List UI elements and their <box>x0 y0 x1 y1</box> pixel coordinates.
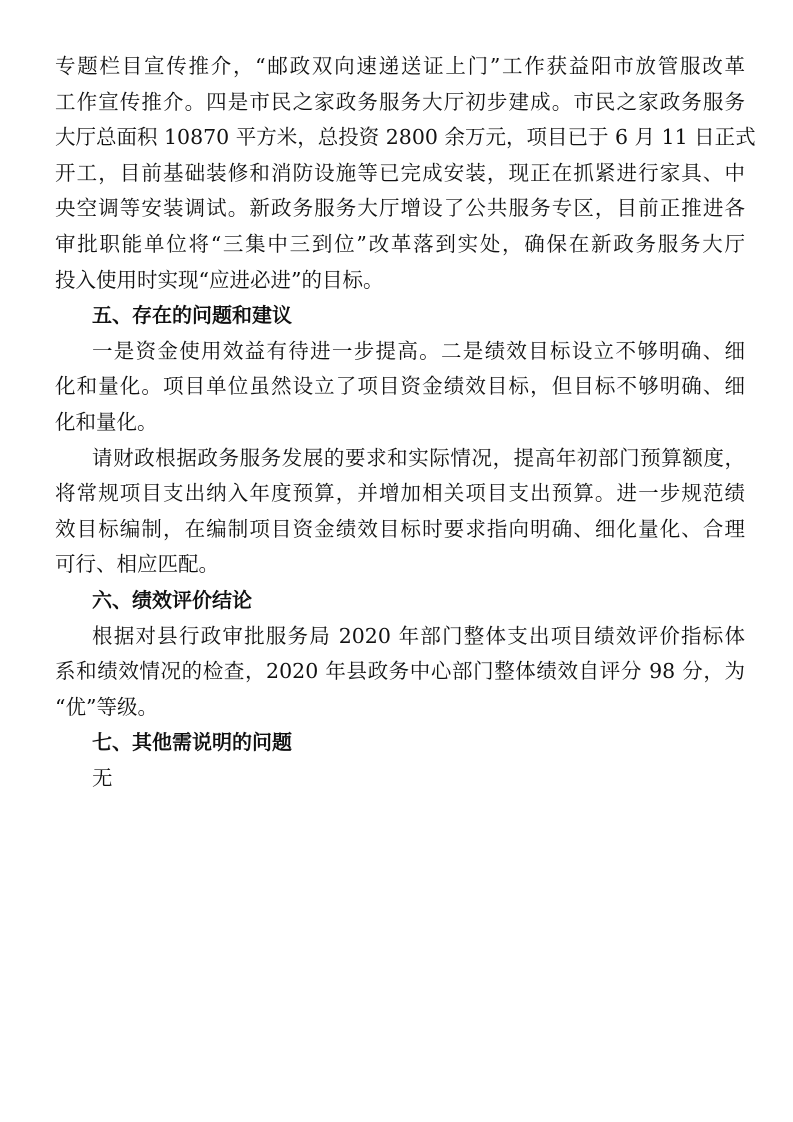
text-line: 审批职能单位将“三集中三到位”改革落到实处，确保在新政务服务大厅 <box>55 231 745 256</box>
document-page <box>55 49 756 796</box>
text-line: 请财政根据政务服务发展的要求和实际情况，提高年初部门预算额度， <box>92 445 745 470</box>
text-line: 化和量化。 <box>55 409 158 434</box>
text-line: 根据对县行政审批服务局 2020 年部门整体支出项目绩效评价指标体 <box>92 623 745 648</box>
section-heading-problems: 五、存在的问题和建议 <box>92 303 292 328</box>
conclusion-paragraph <box>55 619 745 726</box>
text-line: 专题栏目宣传推介，“邮政双向速递送证上门”工作获益阳市放管服改革 <box>55 54 745 78</box>
section-heading-conclusion: 六、绩效评价结论 <box>92 587 252 612</box>
text-line: 投入使用时实现“应进必进”的目标。 <box>55 267 384 292</box>
text-line: 效目标编制，在编制项目资金绩效目标时要求指向明确、细化量化、合理 <box>55 516 745 541</box>
text-line: 一是资金使用效益有待进一步提高。二是绩效目标设立不够明确、细 <box>92 338 745 363</box>
section-heading-other: 七、其他需说明的问题 <box>92 730 292 755</box>
text-line: 大厅总面积 10870 平方米，总投资 2800 余万元，项目已于 6 月 11 日正式 <box>55 125 756 150</box>
problems-paragraph <box>55 334 745 441</box>
text-line: 将常规项目支出纳入年度预算，并增加相关项目支出预算。进一步规范绩 <box>55 481 745 506</box>
text-line: 工作宣传推介。四是市民之家政务服务大厅初步建成。市民之家政务服务 <box>55 89 745 114</box>
suggestions-paragraph <box>55 441 745 583</box>
text-line: 央空调等安装调试。新政务服务大厅增设了公共服务专区，目前正推进各 <box>55 196 745 221</box>
text-line: 化和量化。项目单位虽然设立了项目资金绩效目标，但目标不够明确、细 <box>55 374 745 399</box>
intro-paragraph <box>55 49 756 298</box>
other-paragraph <box>55 761 745 797</box>
text-line: 系和绩效情况的检查，2020 年县政务中心部门整体绩效自评分 98 分，为 <box>55 659 745 684</box>
text-line: “优”等级。 <box>55 694 158 719</box>
text-line: 可行、相应匹配。 <box>55 552 219 577</box>
text-line: 开工，目前基础装修和消防设施等已完成安装，现正在抓紧进行家具、中 <box>55 160 745 185</box>
text-line: 无 <box>92 765 113 790</box>
